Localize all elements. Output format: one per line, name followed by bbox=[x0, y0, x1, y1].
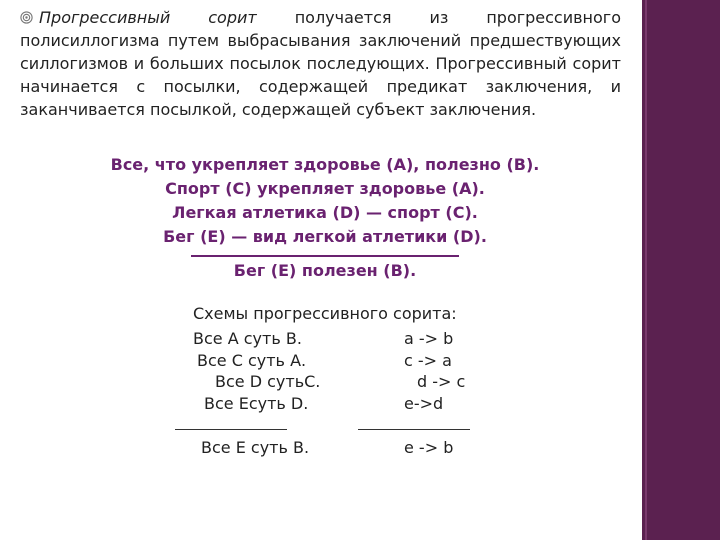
intro-text: получается из прогрессивного полисиллогизма путем выбрасывания заключений предшествующих силлогизмов и больших посылок последующих. Прогрессивный сорит начинается с посылки, содержащей предикат заключения, и заканчивается посылкой, содержащей субъект заключения. bbox=[20, 8, 622, 119]
premise-1: Все, что укрепляет здоровье (А), полезно (В). bbox=[110, 155, 540, 174]
premise-4: Бег (Е) — вид легкой атлетики (D). bbox=[163, 227, 487, 246]
schema-right-5: e -> b bbox=[404, 438, 454, 457]
intro-term: Прогрессивный сорит bbox=[39, 8, 257, 27]
premise-3: Легкая атлетика (D) — спорт (С). bbox=[172, 203, 478, 222]
schema-left-3: Все D сутьС. bbox=[215, 372, 321, 391]
sidebar-accent-line bbox=[645, 0, 647, 540]
premise-2: Спорт (С) укрепляет здоровье (А). bbox=[165, 179, 485, 198]
conclusion-divider bbox=[191, 255, 459, 257]
schema-right-divider bbox=[358, 429, 470, 430]
target-bullet-icon bbox=[20, 11, 33, 24]
schema-left-2: Все С суть А. bbox=[197, 351, 307, 370]
intro-paragraph bbox=[20, 6, 621, 121]
schema-left-4: Все Есуть D. bbox=[204, 394, 309, 413]
conclusion: Бег (Е) полезен (В). bbox=[233, 261, 417, 280]
sorites-example bbox=[0, 153, 650, 283]
schema-left-divider bbox=[175, 429, 287, 430]
decorative-sidebar bbox=[642, 0, 720, 540]
schema-right-4: e->d bbox=[404, 394, 444, 413]
schema-right-3: d -> c bbox=[417, 372, 466, 391]
schema-title: Схемы прогрессивного сорита: bbox=[193, 304, 457, 323]
schema-left-1: Все А суть В. bbox=[193, 329, 302, 348]
schema-right-1: a -> b bbox=[404, 329, 454, 348]
schema-left-5: Все Е суть В. bbox=[201, 438, 310, 457]
schema-right-2: c -> a bbox=[404, 351, 452, 370]
